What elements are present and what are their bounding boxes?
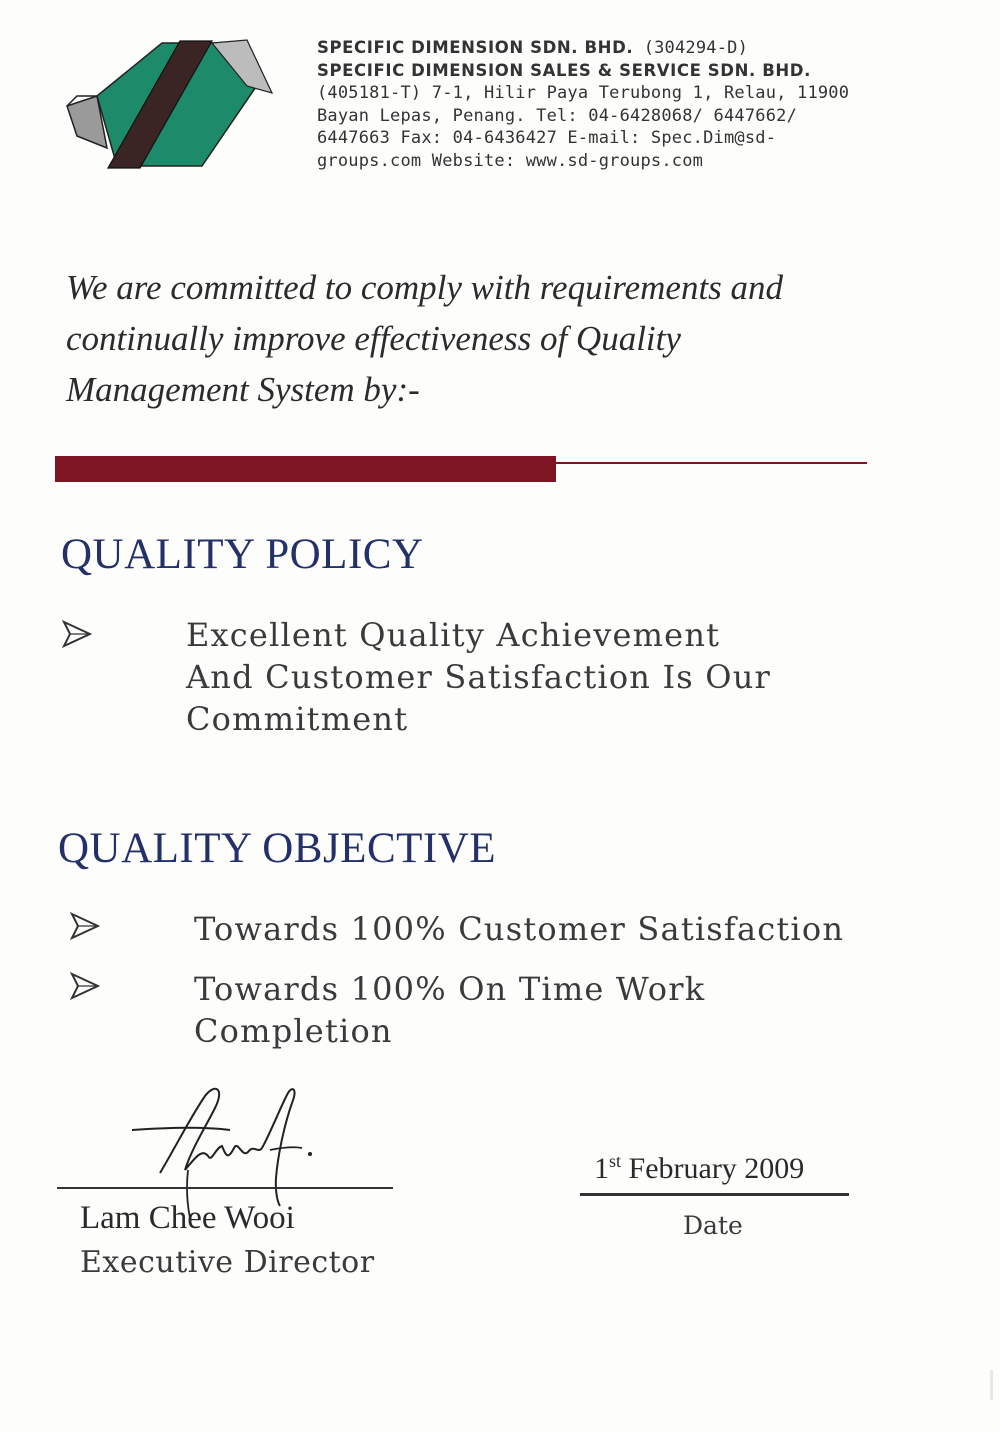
divider-thick [55,456,556,482]
company1-reg: (304294-D) [643,38,749,58]
arrowhead-bullet-icon [70,972,100,1000]
date-day: 1 [594,1152,609,1185]
objective-item: Towards 100% Customer Satisfaction [194,910,845,948]
policy-item-line: And Customer Satisfaction Is Our [186,658,772,696]
scan-edge [990,1370,993,1400]
address-line: Bayan Lepas, Penang. Tel: 04-6428068/ 6447662/ [317,105,798,126]
policy-item-line: Commitment [186,700,409,738]
company1-name: SPECIFIC DIMENSION SDN. BHD. [317,38,634,57]
objective-item-line: Towards 100% On Time Work [194,970,706,1008]
handwritten-signature [120,1078,340,1218]
objective-item [194,968,754,1052]
date-suffix: st [609,1151,622,1171]
arrowhead-bullet-icon [62,620,92,648]
company-header [317,37,877,172]
contact-line: 6447663 Fax: 04-6436427 E-mail: Spec.Dim@sd- [317,128,777,148]
date-value [594,1151,804,1186]
company-logo [62,38,277,173]
commitment-line: continually improve effectiveness of Quality [66,319,681,358]
signer-title: Executive Director [80,1245,375,1280]
arrowhead-bullet-icon [70,912,100,940]
quality-objective-heading: QUALITY OBJECTIVE [58,825,497,872]
objective-item-line: Completion [194,1012,393,1050]
company2-name: SPECIFIC DIMENSION SALES & SERVICE SDN. BHD. [317,60,811,80]
contact-line: groups.com Website: www.sd-groups.com [317,150,704,171]
quality-policy-heading: QUALITY POLICY [61,531,424,578]
policy-item-line: Excellent Quality Achievement [186,616,721,654]
commitment-line: We are committed to comply with requirements and [66,268,784,307]
address-line: (405181-T) 7-1, Hilir Paya Terubong 1, Relau, 11900 [317,83,850,103]
commitment-statement [66,262,886,415]
signature-line [57,1187,393,1189]
signer-name: Lam Chee Wooi [80,1200,295,1236]
divider-thin [556,462,867,464]
policy-item [186,614,786,740]
commitment-line: Management System by:- [66,370,420,409]
date-label: Date [683,1211,743,1240]
date-line [580,1193,849,1196]
date-rest: February 2009 [621,1152,805,1185]
